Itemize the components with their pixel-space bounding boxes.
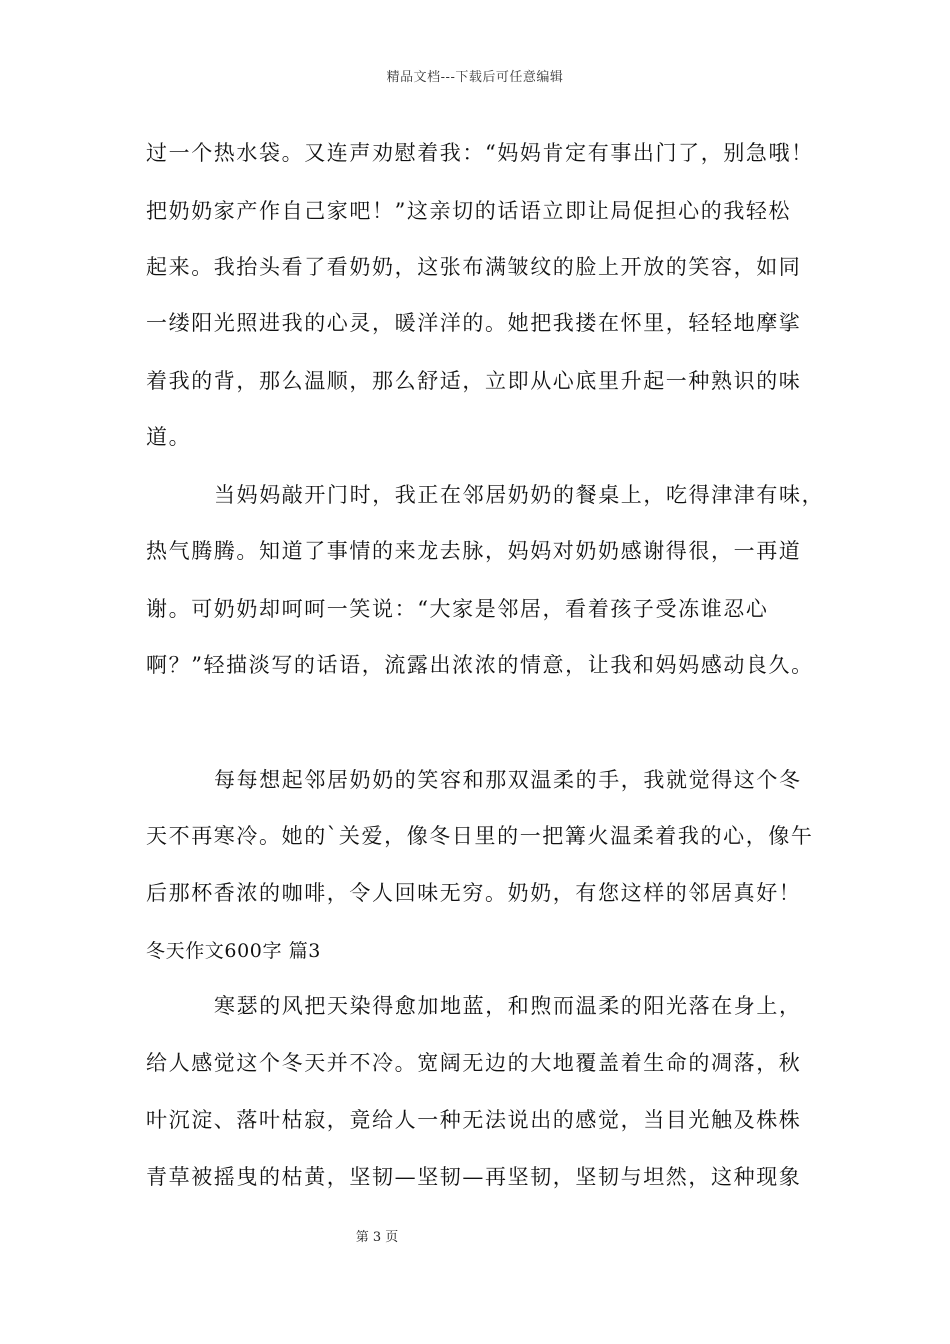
text-line: 叶沉淀、落叶枯寂，竟给人一种无法说出的感觉，当目光触及株株: [146, 1108, 802, 1132]
text-line: 起来。我抬头看了看奶奶，这张布满皱纹的脸上开放的笑容，如同: [146, 255, 802, 279]
text-line: 天不再寒冷。她的`关爱，像冬日里的一把篝火温柔着我的心，像午: [146, 824, 814, 848]
section-heading: 冬天作文600字 篇3: [146, 940, 321, 962]
text-line: 给人感觉这个冬天并不冷。宽阔无边的大地覆盖着生命的凋落，秋: [146, 1051, 802, 1075]
text-line: 后那杯香浓的咖啡，令人回味无穷。奶奶，有您这样的邻居真好！: [146, 881, 802, 905]
text-line: 当妈妈敲开门时，我正在邻居奶奶的餐桌上，吃得津津有味，: [214, 483, 825, 507]
text-line: 把奶奶家产作自己家吧！”这亲切的话语立即让局促担心的我轻松: [146, 199, 792, 223]
text-line: 热气腾腾。知道了事情的来龙去脉，妈妈对奶奶感谢得很，一再道: [146, 539, 802, 563]
page-number: 第 3 页: [355, 1230, 399, 1245]
text-line: 道。: [146, 425, 192, 449]
text-line: 一缕阳光照进我的心灵，暖洋洋的。她把我搂在怀里，轻轻地摩挲: [146, 311, 802, 335]
text-line: 过一个热水袋。又连声劝慰着我：“妈妈肯定有事出门了，别急哦！: [146, 141, 814, 165]
text-line: 啊？”轻描淡写的话语，流露出浓浓的情意，让我和妈妈感动良久。: [146, 653, 814, 677]
text-line: 每每想起邻居奶奶的笑容和那双温柔的手，我就觉得这个冬: [214, 768, 802, 792]
text-line: 着我的背，那么温顺，那么舒适，立即从心底里升起一种熟识的味: [146, 369, 802, 393]
text-line: 青草被摇曳的枯黄，坚韧—坚韧—再坚韧，坚韧与坦然，这种现象: [146, 1165, 802, 1189]
text-line: 谢。可奶奶却呵呵一笑说：“大家是邻居，看着孩子受冻谁忍心: [146, 597, 769, 621]
page-header: 精品文档---下载后可任意编辑: [386, 70, 564, 85]
text-line: 寒瑟的风把天染得愈加地蓝，和煦而温柔的阳光落在身上，: [214, 994, 802, 1018]
